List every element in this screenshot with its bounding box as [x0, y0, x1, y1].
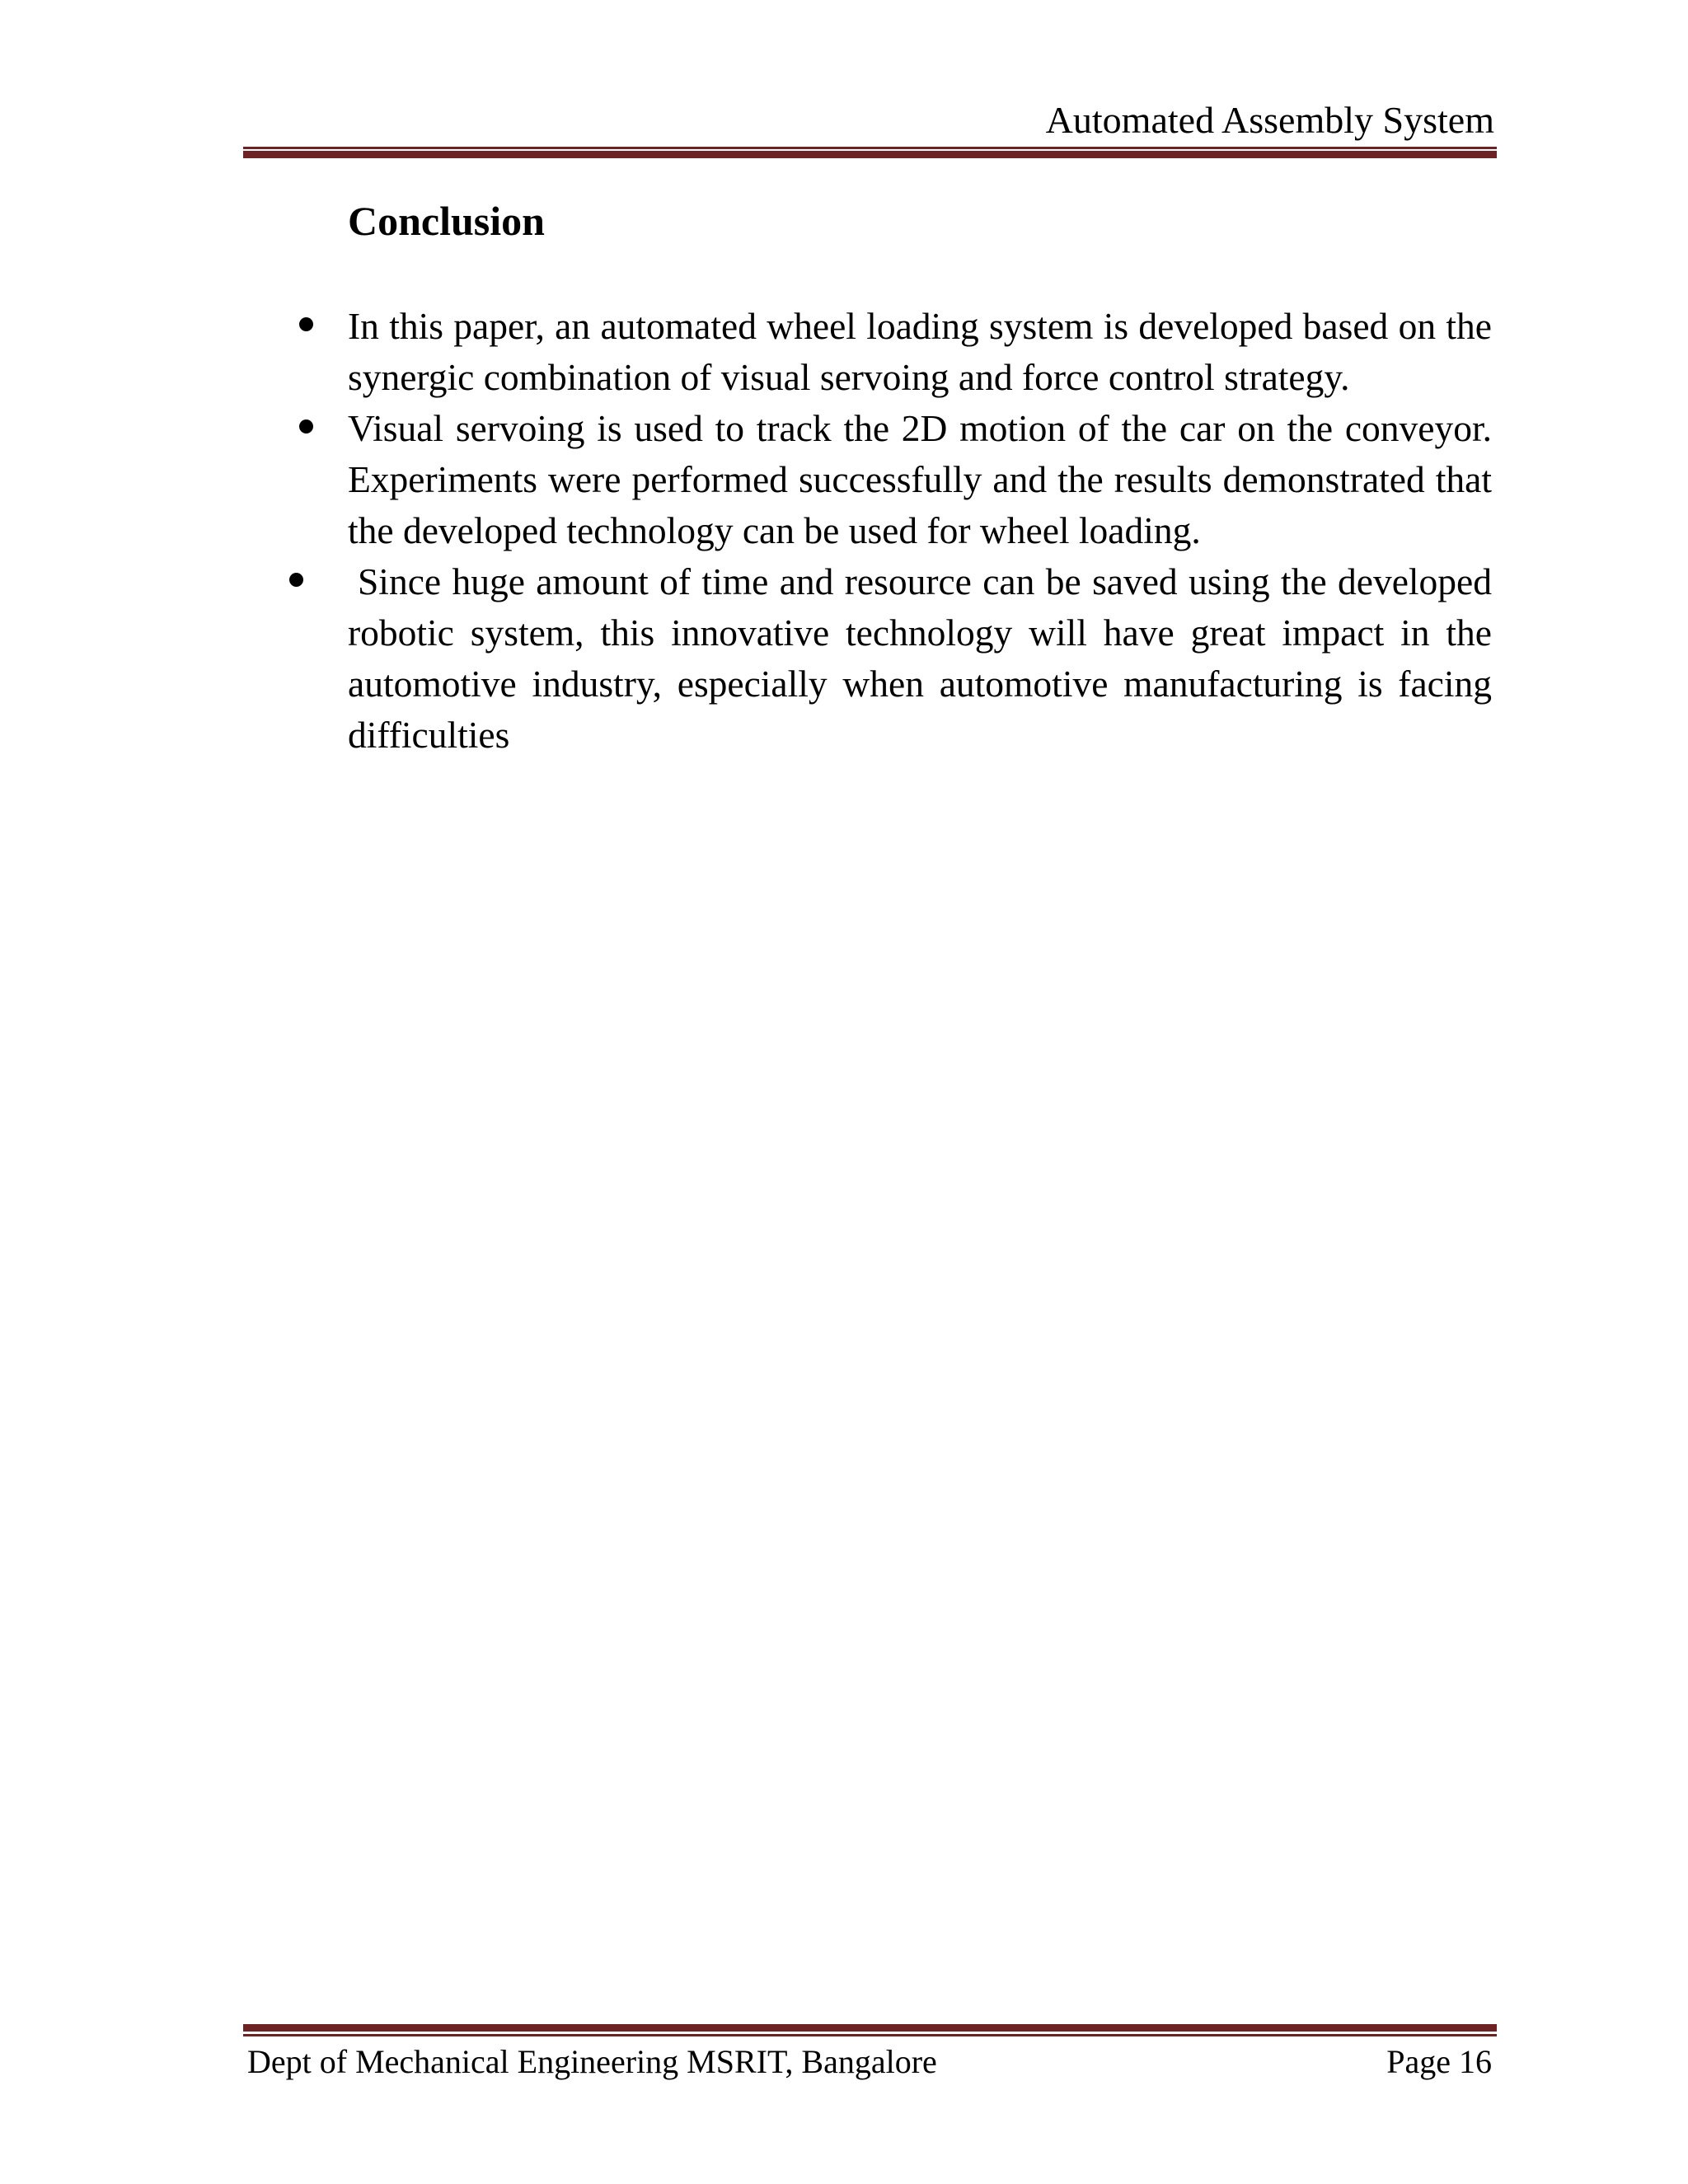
- running-header-title: Automated Assembly System: [1045, 99, 1494, 141]
- bullet-text: In this paper, an automated wheel loading system is developed based on the synergic combination of visual servoing and force control strategy.: [348, 305, 1492, 398]
- footer-page-number: Page 16: [1386, 2043, 1492, 2080]
- section-heading: Conclusion: [348, 198, 545, 244]
- footer-rule-thick: [243, 2024, 1497, 2032]
- bullet-text: Visual servoing is used to track the 2D motion of the car on the conveyor. Experiments were performed successfully and the results demonstrated that the developed technology can be used for wheel loading.: [348, 407, 1492, 551]
- bullet-text: Since huge amount of time and resource can be saved using the developed robotic system, this innovative technology will have great impact in the automotive industry, especially when automotive manufacturing is facing difficulties: [348, 560, 1492, 756]
- bullet-dot-icon: [299, 419, 313, 434]
- footer-department: Dept of Mechanical Engineering MSRIT, Bangalore: [247, 2043, 937, 2080]
- bullet-item: [348, 556, 1492, 761]
- bullet-item: [348, 301, 1492, 403]
- conclusion-bullet-list: [348, 301, 1492, 761]
- bullet-dot-icon: [299, 317, 313, 331]
- header-rule-thin: [243, 147, 1497, 149]
- bullet-dot-icon: [289, 573, 303, 587]
- header-rule-thick: [243, 151, 1497, 158]
- bullet-item: [348, 403, 1492, 556]
- footer-rule-thin: [243, 2034, 1497, 2036]
